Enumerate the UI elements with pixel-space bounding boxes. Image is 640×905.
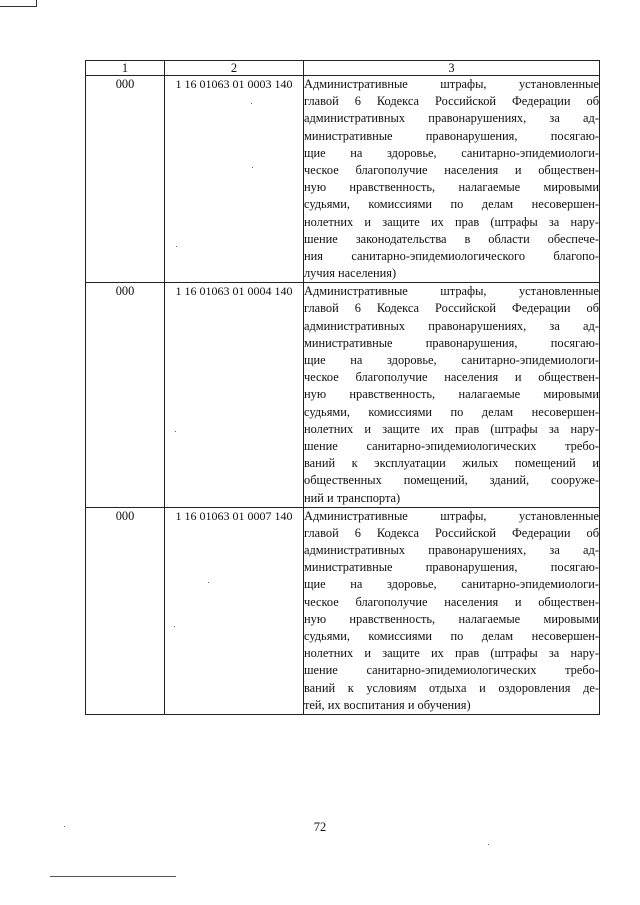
scan-speck [488,844,489,845]
description-line: министративные правонарушения, посягаю- [304,335,599,350]
scan-speck [175,431,176,432]
budget-code-cell: 1 16 01063 01 0007 140 [165,507,304,714]
table-row [86,76,600,283]
description-line: министративные правонарушения, посягаю- [304,128,599,143]
admin-code-cell: 000 [86,507,165,714]
description-line: шение санитарно-эпидемиологических требо- [304,438,599,453]
scan-speck [252,167,253,168]
description-cell [304,76,600,283]
description-line: ную нравственность, налагаемые мировыми [304,387,599,402]
description-line: лучия населения) [304,266,397,281]
budget-code-cell: 1 16 01063 01 0004 140 [165,283,304,507]
description-line: щие на здоровье, санитарно-эпидемиологи- [304,353,599,367]
description-line: тей, их воспитания и обучения) [304,697,471,712]
description-cell [304,507,600,714]
description-line: ваний к условиям отдыха и оздоровления де- [304,680,599,695]
table-row [86,507,600,714]
budget-code-cell: 1 16 01063 01 0003 140 [165,76,304,283]
description-line: Административные штрафы, установленные [304,77,599,91]
description-line: нолетних и защите их прав (штрафы за нару- [304,214,599,229]
description-line: ния санитарно-эпидемиологического благопо- [304,248,599,263]
description-line: Административные штрафы, установленные [304,284,599,299]
description-line: главой 6 Кодекса Российской Федерации об [304,301,599,316]
scan-speck [174,626,175,627]
description-line: ческое благополучие населения и обществен- [304,370,599,385]
header-col-2: 2 [165,61,304,76]
description-line: щие на здоровье, санитарно-эпидемиологи- [304,145,599,160]
table-body [86,76,600,715]
page-number: 72 [313,820,327,834]
table-row [86,283,600,507]
description-line: общественных помещений, зданий, сооруже- [304,473,599,488]
scan-speck [251,103,252,104]
scan-speck [176,246,177,247]
description-line: административных правонарушениях, за ад- [304,318,599,333]
description-line: шение санитарно-эпидемиологических требо- [304,663,599,678]
description-line: ваний к эксплуатации жилых помещений и [304,456,599,471]
scan-speck [64,826,65,827]
description-line: шение законодательства в области обеспече- [304,231,599,246]
description-line: ную нравственность, налагаемые мировыми [304,611,599,626]
description-line: судьями, комиссиями по делам несовершен- [304,629,599,643]
header-col-3: 3 [304,61,600,76]
description-cell [304,283,600,507]
corner-mark [0,0,37,7]
description-line: административных правонарушениях, за ад- [304,543,599,558]
footer-rule [50,876,176,877]
description-line: нолетних и защите их прав (штрафы за нару- [304,421,599,436]
admin-code-cell: 000 [86,283,165,507]
document-table [85,60,600,715]
admin-code-cell: 000 [86,76,165,283]
description-line: судьями, комиссиями по делам несовершен- [304,404,599,419]
description-line: главой 6 Кодекса Российской Федерации об [304,525,599,540]
description-line: нолетних и защите их прав (штрафы за нару- [304,646,599,661]
header-col-1: 1 [86,61,165,76]
description-line: ческое благополучие населения и обществен- [304,594,599,609]
description-line: ную нравственность, налагаемые мировыми [304,180,599,195]
description-line: административных правонарушениях, за ад- [304,111,599,126]
description-line: Административные штрафы, установленные [304,508,599,523]
scan-speck [208,582,209,583]
description-line: ний и транспорта) [304,490,401,505]
table-header-row [86,61,600,76]
description-line: ческое благополучие населения и обществен- [304,162,599,177]
description-line: министративные правонарушения, посягаю- [304,560,599,575]
description-line: судьями, комиссиями по делам несовершен- [304,197,599,212]
description-line: главой 6 Кодекса Российской Федерации об [304,94,599,109]
description-line: щие на здоровье, санитарно-эпидемиологи- [304,577,599,592]
